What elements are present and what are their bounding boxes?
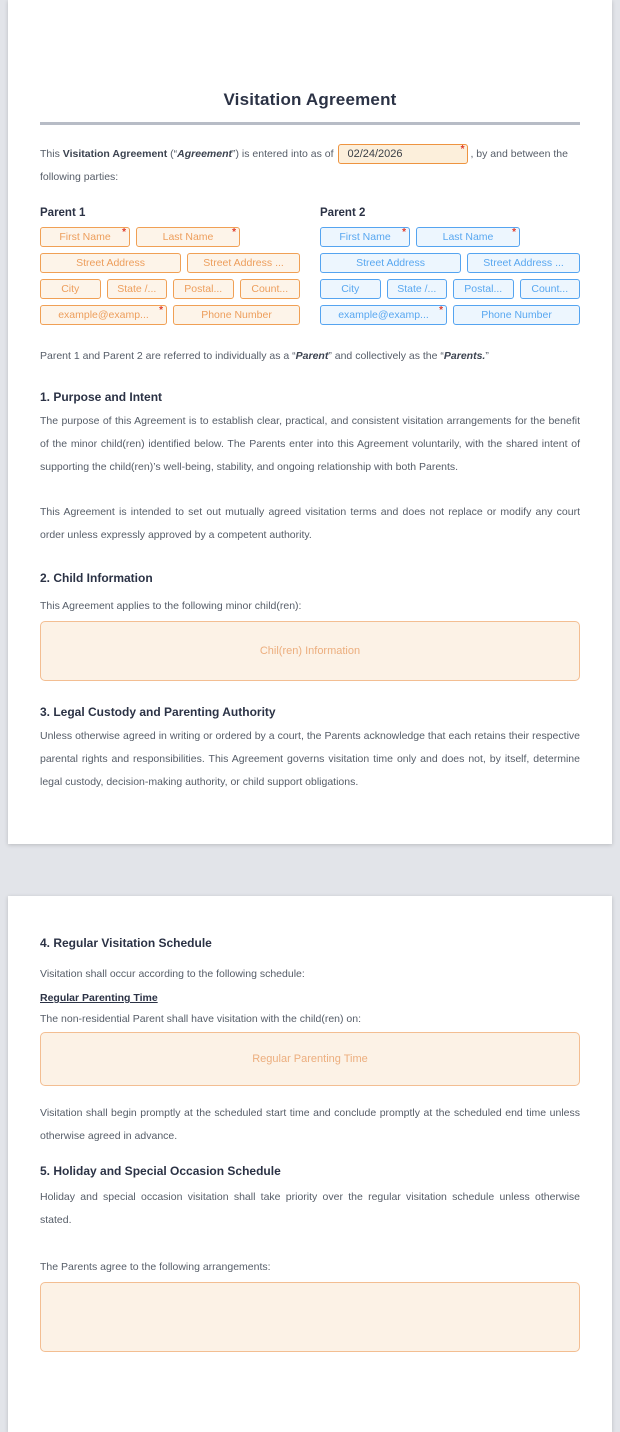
- parent1-city-field: [40, 279, 101, 299]
- parent1-postal-input[interactable]: [173, 279, 234, 299]
- parent1-email-input[interactable]: [40, 305, 167, 325]
- parent2-column: [320, 207, 580, 331]
- parent2-city-field: [320, 279, 381, 299]
- document-title: Visitation Agreement: [223, 90, 397, 109]
- parent1-email-field: [40, 305, 167, 325]
- required-asterisk: *: [460, 144, 465, 156]
- parent1-postal-field: [173, 279, 234, 299]
- parent1-city-input[interactable]: [40, 279, 101, 299]
- parent1-first-name-input[interactable]: [40, 227, 130, 247]
- section-1-paragraph-1: The purpose of this Agreement is to establish clear, practical, and consistent visitation arrangements for the benefit of the minor child(ren) identified below. The Parents enter into this Agreement voluntarily, with the shared intent of supporting the child(ren)’s well-being, stability, and ongoing relationship with both Parents.: [40, 415, 580, 473]
- referred-text-1: Parent 1 and Parent 2 are referred to individually as a “: [40, 350, 296, 362]
- parent1-last-name-input[interactable]: [136, 227, 240, 247]
- children-information-textarea[interactable]: [40, 621, 580, 681]
- required-asterisk: *: [232, 227, 236, 238]
- title-divider: [40, 122, 580, 125]
- required-asterisk: *: [512, 227, 516, 238]
- section-4-lead-2: The non-residential Parent shall have visitation with the child(ren) on:: [40, 1013, 362, 1025]
- parent2-state-field: [387, 279, 448, 299]
- parent1-country-field: [240, 279, 301, 299]
- parent2-country-field: [520, 279, 581, 299]
- referred-text-3: ”: [485, 350, 489, 362]
- parent2-contact-row: [320, 305, 580, 325]
- referred-paragraph: [40, 345, 580, 368]
- required-asterisk: *: [159, 305, 163, 316]
- section-3-paragraph-1: Unless otherwise agreed in writing or ordered by a court, the Parents acknowledge that each retains their respective parental rights and responsibilities. This Agreement governs visitation time only and does not, by itself, determine legal custody, decision-making authority, or child support obligations.: [40, 730, 580, 788]
- section-5-lead: The Parents agree to the following arrangements:: [40, 1261, 271, 1273]
- parent2-postal-field: [453, 279, 514, 299]
- referred-italic-parents: Parents.: [443, 350, 486, 362]
- arrangements-textarea[interactable]: [40, 1282, 580, 1352]
- parent2-street-row: [320, 253, 580, 273]
- parent2-last-name-field: [416, 227, 520, 247]
- section-4-paragraph-1: Visitation shall begin promptly at the scheduled start time and conclude promptly at the scheduled end time unless otherwise agreed in advance.: [40, 1107, 580, 1142]
- intro-text-4: , by and between the following parties:: [40, 148, 568, 183]
- parent1-phone-input[interactable]: [173, 305, 300, 325]
- intro-bold-agreement-name: Visitation Agreement: [62, 148, 168, 160]
- parent1-last-name-field: [136, 227, 240, 247]
- parent2-name-row: [320, 227, 580, 247]
- children-information-placeholder: Chil(ren) Information: [259, 645, 361, 657]
- parent2-phone-field: [453, 305, 580, 325]
- parent2-city-row: [320, 279, 580, 299]
- parent2-label: Parent 2: [320, 207, 366, 219]
- page-break-gap: [0, 844, 620, 896]
- regular-parenting-time-textarea[interactable]: [40, 1032, 580, 1086]
- document-page-2: [8, 896, 612, 1432]
- parent2-phone-input[interactable]: [453, 305, 580, 325]
- parent1-street-row: [40, 253, 300, 273]
- parent2-state-input[interactable]: [387, 279, 448, 299]
- parents-section: [40, 207, 580, 331]
- parent1-city-row: [40, 279, 300, 299]
- parent1-phone-field: [173, 305, 300, 325]
- required-asterisk: *: [122, 227, 126, 238]
- parent1-label: Parent 1: [40, 207, 86, 219]
- parent1-first-name-field: [40, 227, 130, 247]
- referred-text-2: ” and collectively as the “: [328, 350, 444, 362]
- parent2-street-input[interactable]: [320, 253, 461, 273]
- intro-text-1: This: [40, 148, 63, 160]
- parent2-first-name-input[interactable]: [320, 227, 410, 247]
- section-5-heading: 5. Holiday and Special Occasion Schedule: [40, 1164, 281, 1178]
- regular-parenting-time-placeholder: Regular Parenting Time: [252, 1053, 368, 1065]
- parent1-column: [40, 207, 300, 331]
- section-2-heading: 2. Child Information: [40, 571, 153, 585]
- required-asterisk: *: [439, 305, 443, 316]
- agreement-date-field: [338, 144, 468, 164]
- parent2-first-name-field: [320, 227, 410, 247]
- required-asterisk: *: [402, 227, 406, 238]
- parent2-country-input[interactable]: [520, 279, 581, 299]
- parent1-contact-row: [40, 305, 300, 325]
- section-5-paragraph-1: Holiday and special occasion visitation shall take priority over the regular visitation schedule unless otherwise stated.: [40, 1191, 580, 1226]
- document-page-1: [8, 0, 612, 844]
- section-2-lead: This Agreement applies to the following minor child(ren):: [40, 600, 302, 612]
- intro-text-2: (“: [167, 148, 178, 160]
- parent2-email-input[interactable]: [320, 305, 447, 325]
- parent1-street-field: [40, 253, 181, 273]
- parent1-name-row: [40, 227, 300, 247]
- intro-paragraph: [40, 143, 580, 189]
- parent1-country-input[interactable]: [240, 279, 301, 299]
- section-1-heading: 1. Purpose and Intent: [40, 390, 163, 404]
- parent1-street2-input[interactable]: [187, 253, 300, 273]
- intro-italic-agreement: Agreement: [177, 148, 232, 160]
- parent2-postal-input[interactable]: [453, 279, 514, 299]
- section-4-lead: Visitation shall occur according to the following schedule:: [40, 968, 305, 980]
- parent2-city-input[interactable]: [320, 279, 381, 299]
- parent1-street-input[interactable]: [40, 253, 181, 273]
- parent2-street-field: [320, 253, 461, 273]
- parent1-state-field: [107, 279, 168, 299]
- agreement-date-input[interactable]: [338, 144, 468, 164]
- parent2-street2-field: [467, 253, 580, 273]
- parent1-street2-field: [187, 253, 300, 273]
- parent2-last-name-input[interactable]: [416, 227, 520, 247]
- parent1-state-input[interactable]: [107, 279, 168, 299]
- section-4-heading: 4. Regular Visitation Schedule: [40, 936, 212, 950]
- parent2-email-field: [320, 305, 447, 325]
- section-3-heading: 3. Legal Custody and Parenting Authority: [40, 705, 276, 719]
- referred-italic-parent: Parent: [295, 350, 329, 362]
- parent2-street2-input[interactable]: [467, 253, 580, 273]
- section-4-subheading: Regular Parenting Time: [40, 992, 158, 1004]
- intro-text-3: ”) is entered into as of: [232, 148, 337, 160]
- section-1-paragraph-2: This Agreement is intended to set out mutually agreed visitation terms and does not replace or modify any court order unless expressly approved by a competent authority.: [40, 506, 580, 541]
